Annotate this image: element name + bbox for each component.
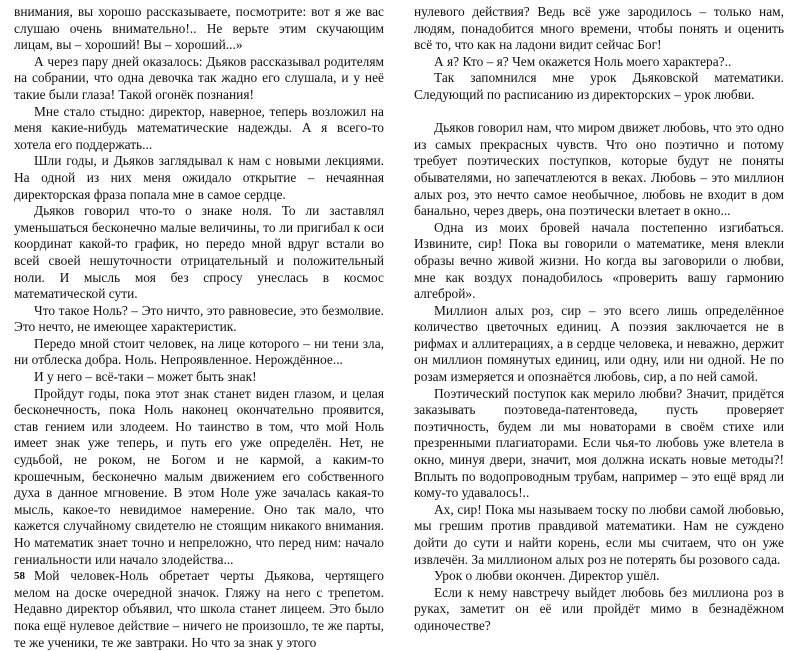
paragraph: внимания, вы хорошо рассказываете, посмотрите: вот я же вас слушаю очень внимательно!.. Не верьте этим скучающим лицам, вы – хороший! Вы – хороший...» bbox=[14, 4, 384, 53]
page-number: 58 bbox=[14, 570, 25, 582]
paragraph: Если к нему навстречу выйдет любовь без миллиона роз в руках, заметит он её или пройдёт мимо в безнадёжном одиночестве? bbox=[414, 584, 784, 633]
paragraph: Пройдут годы, пока этот знак станет виден глазом, и целая бесконечность, пока Ноль наконец окончательно проявится, став гением или злодеем. Но таинство в том, что мой Ноль имеет знак уже теперь, и путь его уже определён. Нет, не судьбой, не роком, не Богом и не кармой, а каким-то крошечным, бесконечно малым движением его собственного духа в данное мгновение. В этом Ноле уже зачалась какая-то мысль, какое-то невидимое намерение. Оно так мало, что кажется случайному свидетелю не стоящим никакого внимания. Но математик знает точно и непреложно, что перед ним: начало гениальности или начало злодейства... bbox=[14, 385, 384, 567]
paragraph: нулевого действия? Ведь всё уже зародилось – только нам, людям, понадобится много времени, чтобы понять и оценить всё то, что как на ладони видит сейчас Бог! bbox=[414, 4, 784, 53]
paragraph: Дьяков говорил что-то о знаке ноля. То ли заставлял уменьшаться бесконечно малые величины, то ли пригибал к оси координат какой-то график, но передо мной вдруг встали во всей своей нешуточности отрицательный и положительный ноли. И мысль моя без спросу унеслась в космос математической сути. bbox=[14, 203, 384, 302]
paragraph: А через пару дней оказалось: Дьяков рассказывал родителям на собрании, что одна девочка так жадно его слушала, и у неё такие были глаза! Такой огонёк познания! bbox=[14, 53, 384, 102]
paragraph: И у него – всё-таки – может быть знак! bbox=[34, 369, 257, 385]
paragraph: Миллион алых роз, сир – это всего лишь определённое количество цветочных единиц. А поэзия заключается не в рифмах и аллитерациях, а в сердце человека, и неважно, держит он миллион помянутых единиц, или одну, или ни одной. Не по розам измеряется и опознаётся любовь, сир, а по ней самой. bbox=[414, 302, 784, 385]
paragraph: Мой человек-Ноль обретает черты Дьякова, чертящего мелом на доске очередной значок. Гляжу на него с трепетом. Недавно директор объявил, что школа станет лицеем. Это было пока ещё нулевое действие – ничего не произошло, те же парты, те же ученики, те же завтраки. Но что за знак у этого bbox=[14, 568, 384, 650]
paragraph: Так запомнился мне урок Дьяковской математики. Следующий по расписанию из директорских – урок любви. bbox=[414, 70, 784, 102]
paragraph: Передо мной стоит человек, на лице которого – ни тени зла, ни отблеска добра. Ноль. Непроявленное. Нерождённое... bbox=[14, 335, 384, 368]
left-page bbox=[0, 0, 400, 650]
paragraph: Урок о любви окончен. Директор ушёл. bbox=[434, 568, 660, 584]
paragraph: А я? Кто – я? Чем окажется Ноль моего характера?.. bbox=[434, 53, 732, 69]
paragraph: Дьяков говорил нам, что миром движет любовь, что это одно из самых прекрасных чувств. Что оно поэтично и потому требует поэтических поступков, которые будут не поняты обывателями, но запечатлеются в веках. Любовь – это миллион алых роз, это нечто самое необычное, любовь не входит в дом банально, через дверь, она поэтически влетает в окно... bbox=[414, 120, 784, 219]
paragraph: Поэтический поступок как мерило любви? Значит, придётся заказывать поэтоведа-патентоведа, пусть проверяет поэтичность, будем ли мы новаторами в своём стихе или презренными плагиаторами. Если чья-то любовь уже влетела в окно, минуя двери, значит, моя должна искать новые методы?! Вплыть по водопроводным трубам, например – это ещё вряд ли кому-то удавалось!.. bbox=[414, 385, 784, 501]
paragraph: Шли годы, и Дьяков заглядывал к нам с новыми лекциями. На одной из них меня ожидало открытие – нечаянная директорская фраза попала мне в самое сердце. bbox=[14, 153, 384, 202]
right-page bbox=[400, 0, 800, 633]
paragraph: Что такое Ноль? – Это ничто, это равновесие, это безмолвие. Это нечто, не имеющее характеристик. bbox=[14, 302, 384, 335]
left-column-text bbox=[14, 4, 384, 651]
paragraph: Одна из моих бровей начала постепенно изгибаться. Извините, сир! Пока вы говорили о математике, меня влекли образы вечно живой жизни. Но когда вы заговорили о любви, мне как воздух понадобилось «проверить вашу гармонию алгеброй». bbox=[414, 219, 784, 302]
paragraph: Мне стало стыдно: директор, наверное, теперь возложил на меня какие-нибудь математические надежды. А я всего-то хотела его поддержать... bbox=[14, 103, 384, 152]
right-column-text bbox=[414, 4, 784, 635]
paragraph: Ах, сир! Пока мы называем тоску по любви самой любовью, мы грешим против правдивой математики. Нам не суждено дойти до сути и найти корень, если мы считаем, что он уже извлечён. За миллионом алых роз не потерять бы розового сада. bbox=[414, 501, 784, 567]
